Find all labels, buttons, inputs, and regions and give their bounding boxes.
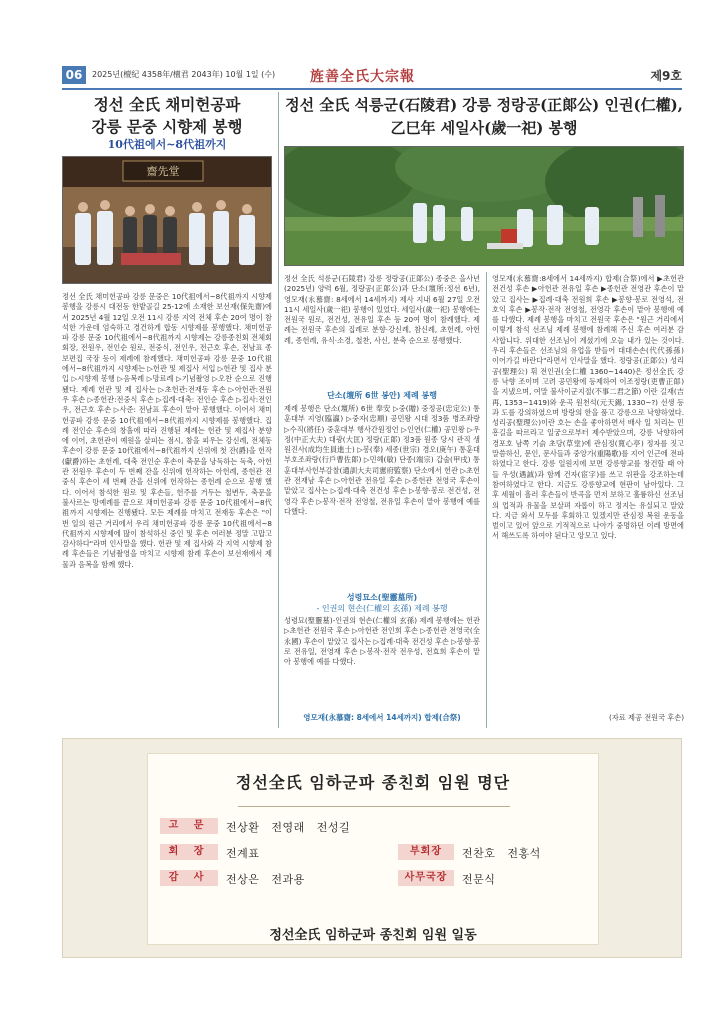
left-title-line2: 강릉 문중 시향제 봉행 — [91, 117, 243, 136]
masthead: 旌善全氏大宗報 — [310, 69, 415, 85]
left-article-title — [62, 94, 272, 138]
right-article-title — [284, 94, 684, 140]
outdoor-ceremony-image — [285, 147, 684, 266]
role-advisor: 고 문 — [160, 818, 218, 834]
header-rule — [62, 88, 682, 90]
right-title-line1: 정선 全氏 석릉군(石陵君) 강릉 정랑공(正郞公) 인권(仁權), — [285, 96, 683, 114]
left-article-body: 정선 全氏 채미헌공파 강릉 문중은 10代祖에서~8代祖까지 시향제 봉행을 강릉시 대전동 한밭골길 25-12에 소재한 보선재(保先齋)에서 2025년 4월 12일 오전 11시 강릉 지역 전체 후손 20여 명이 참석한 가운데 엄숙하고 경건하게 합동 시향제를 봉행했다. 채미헌공파 강릉 문중 10代祖에서~8代祖까지 시향제는 강릉종친회 전체회 회장, 전원우, 전인순 원로, 전중식, 전인우, 전근호 후손, 전남표 종보편집 국장 등이 제례에 참례했다. 채미헌공파 강릉 문중 10代祖에서~8代祖까지 시향제는 ▷헌관 및 제집사 서입 ▷헌관 및 집사 분입 ▷시향제 봉행 ▷음복례 ▷망료례 ▷기념촬영 ▷오찬 순으로 진행됐다. 제례 헌관 및 제 집사는 ▷초헌관:전재동 후손 ▷아헌관:전원우 후손 ▷종헌관:전중식 후손 ▷집례·대축: 전인순 후손 ▷집사:전인우, 전근호 후손 ▷사준: 전남표 후손이 맡아 봉행했다. 이어서 채미헌공파 강릉 문중 10代祖에서~8代祖까지 시향제를 봉행했다. 집례 전인순 후손의 창홀에 따라 진행된 제례는 헌관 및 제집사 분향에 이어, 초헌관이 예원을 살피는 점시, 참을 피우는 강신례, 전체동 후손이 강릉 문중 10代祖에서~8代祖까지 신위에 첫 잔(爵)을 헌작(獻爵)하는 초헌례, 대축 전인순 후손이 축문을 낭독하는 독축, 아헌관 전원우 후손이 두 번째 잔을 신위에 헌작하는 아헌례, 종헌관 전중식 후손이 세 번째 잔을 신위에 헌작하는 종헌례 순으로 봉행 했다. 이어서 참석한 원로 및 후손들, 헌주를 거두는 철변두, 축문을 불사르는 망예례를 끝으로 채미헌공파 강릉 문중 10代祖에서~8代祖까지 시향제는 진행됐다. 모든 제례를 마치고 전재동 후손은 "이번 일의 원근 거리에서 우리 채미헌공파 강릉 문중 10代祖에서~8代祖까지 시향제에 많이 참석하신 중인 및 후손 여러분 정말 고맙고 감사하다"라며 인사말을 했다. 헌관 및 제 집사와 각 지역 시향제 참례 후손들은 기념촬영을 마치고 시향제 참례 후손이 보선재에서 제물과 음복을 함께 했다. — [62, 292, 272, 569]
section-subheading-seongnyeong: - 인권의 현손(仁權의 玄孫) 제례 봉행 — [316, 604, 448, 613]
role-secretary-general: 사무국장 — [398, 870, 454, 886]
right-col2-body: 영모재(永慕齋:8세에서 14세까지) 합제(合祭)에서 ▶초헌관 전건성 후손 ▶아헌관 전유일 후손 ▶종헌관 전영관 후손이 맡았고 집사는 ▶집례·대축 전원희 후손 ▶봉향·봉로 전영석, 전호익 후손 ▶봉작·전작 전영철, 전영각 후손이 맡아 봉행에 예를 다했다. 제례 봉행을 마치고 전원국 후손은 "원근 거리에서 이렇게 참석 선조님 제례 봉행에 참례해 주신 후손 여러분 감사합니다. 위대한 선조님이 계셨기에 오늘 내가 있는 것이다. 우리 후손들은 선조님의 유업을 받들어 대대손손(代代孫孫) 이어가길 바란다"라면서 인사말을 했다. 정랑공(正郞公) 성리공(聖理公) 휘 전인권(全仁權 1360~1440)은 정선全氏 강릉 낙향 조이며 고려 공민왕에 등제하여 이조정랑(吏曹正郞)을 지냈으며, 여말 불사이군지절(不事二君之節) 이란 길재(吉再, 1353~1419)와 운곡 원천석(元天錫, 1330~?) 선생 등과 도를 강의하였으며 방랑의 한을 품고 강릉으로 낙향하였다. 성리공(聖理公)이란 호는 손을 좋아하면서 배사 일 처리는 민흥길을 따르라고 일궁으로부터 제수받았으며, 강릉 낙향하여 경포호 남쪽 기슭 초당(草堂)에 관심정(寬心亭) 정자를 짓고 말씀하신, 문인, 문사들과 중앙가(重陽歌)를 지어 인근에 전파하였다고 한다. 강릉 일원지에 보면 강릉향교를 창건할 때 아들 우성(遇誠)과 함께 건자(宦字)를 쓰고 위판을 강조하는데 참여하였다고 한다. 지금도 강릉향교에 현판이 남아있다. 그 후 세월이 흘러 후손들이 반곡을 먼저 보하고 훌륭하신 선조님의 업적과 유물을 보살펴 자롭이 하고 정지는 유실되고 말았다. 지금 와서 모두를 후회하고 있겠지만 관심정 복원 운동을 벌이고 있어 앞으로 기적적으로 나아가 중명하던 이레 방면에서 해쓰도록 하여야 된다고 앙모고 있다. — [492, 274, 684, 541]
section-heading-dansa: 단소(壇所 6世 봉안) 제례 봉행 — [327, 391, 437, 400]
section-heading-seongnyeong: 성령묘소(聖靈墓所) — [346, 593, 418, 602]
left-article-subtitle: 10代祖에서~8代祖까지 — [107, 138, 227, 151]
right-col1-section2: 성령묘(聖靈墓)-인권의 현손(仁權의 玄孫) 제례 봉행에는 헌관 ▷초헌관 전원국 후손 ▷아헌관 전인희 후손 ▷종헌관 전영국(全永國) 후손이 맡았고 집사는 ▷집례·대축 전건성 후손 ▷봉향·봉로 전유일, 전영재 후손 ▷봉작·전작 전우성, 전효희 후손이 맡아 봉행에 예를 다했다. — [284, 616, 480, 667]
page-number: 06 — [62, 66, 86, 84]
names-vice-president: 전찬호 전홍석 — [462, 847, 541, 860]
page-header — [62, 64, 682, 86]
officers-board — [62, 738, 682, 958]
right-title-line2: 乙巳年 세일사(歲一祀) 봉행 — [390, 119, 578, 137]
officers-board-title: 정선全氏 임하군파 종친회 임원 명단 — [235, 773, 511, 792]
role-president: 회 장 — [160, 844, 218, 860]
source-credit: (자료 제공 전원국 후손) — [609, 713, 684, 722]
names-auditor: 전상은 전과용 — [226, 873, 305, 886]
board-title-rule — [238, 806, 510, 807]
left-ceremony-photo — [62, 156, 272, 284]
names-secretary-general: 전문식 — [462, 873, 496, 886]
names-advisor: 전상환 전영래 전성길 — [226, 821, 351, 834]
left-title-line1: 정선 全氏 채미헌공파 — [93, 95, 241, 114]
column-divider — [278, 92, 279, 728]
column-divider — [486, 272, 487, 728]
ceremony-photo-image — [63, 157, 272, 284]
right-col1-intro: 정선 全氏 석릉군(石陵君) 강릉 정랑공(正郞公) 종중은 을사년(2025년) 양력 6월, 정랑공(正郞公)과 단소(壇所:정선 6년), 영모재(永慕齋: 8세에서 14세까지) 제사 지내 6월 27일 오전 11시 세일사(歲一祀) 봉행이 있었다. 세일사(歲一祀) 봉행에는 전원국 원로, 전건성, 전유일 후손 등 20여 명이 참례했다. 제례는 전원국 후손의 집례로 분향·강신례, 참신례, 초헌례, 아헌례, 종헌례, 유식·소경, 철찬, 사신, 분축 순으로 봉행했다. — [284, 274, 480, 345]
photo-sign-text: 齋先堂 — [146, 165, 180, 178]
right-col1-section1: 제례 봉행은 단소(壇所) 6世 奉安 ▷중(贈) 중정공(忠定公) 통훈대부 지영(臨瀛) ▷중자(忠順) 공민왕 시대 정3품 병조좌랑 ▷수직(將任) 중훈대부 행사간원정언 ▷인연(仁權) 공민왕 ▷우정(中正大夫) 대광(大匡) 정랑(正郞) 정3품 원종 당시 관직 생원진사(成均生員進士) ▷봉(奉) 세종(世宗) 경오(庚午) 통훈대부호조좌랑(行戶曹佐郞) ▷민혜(敏) 단종(端宗) 갑술(甲戌) 통훈대부사헌부감찰(通訓大夫司憲府監察) 단소에서 헌관 ▷초헌관 전재남 후손 ▷아헌관 전유일 후손 ▷종헌관 전영국 후손이 맡았고 집사는 ▷집례·대축 전건성 후손 ▷봉향·봉로 전건성, 전영각 후손 ▷봉작·전작 전영철, 전유일 후손이 맡아 봉행에 예를 다했다. — [284, 404, 480, 516]
role-vice-president: 부회장 — [398, 844, 454, 860]
names-president: 전계표 — [226, 847, 260, 860]
issue-number: 제9호 — [650, 69, 682, 83]
officers-board-footer: 정선全氏 임하군파 종친회 임원 일동 — [269, 928, 477, 943]
role-auditor: 감 사 — [160, 870, 218, 886]
right-ceremony-photo — [284, 146, 684, 266]
section-heading-yeongmojae: 영모재(永慕齋: 8세에서 14세까지) 합제(合祭) — [303, 713, 461, 722]
officers-board-inner — [147, 753, 599, 945]
issue-date: 2025년(檀紀 4358年/檀君 2043年) 10월 1일 (수) — [92, 70, 276, 79]
